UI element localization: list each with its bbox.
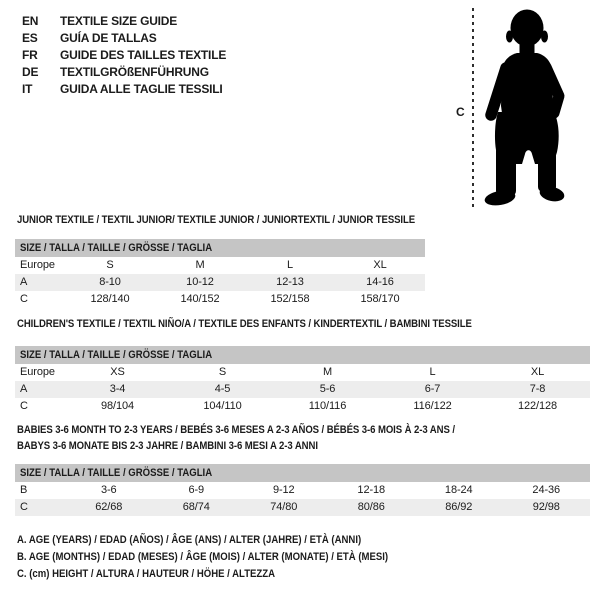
row-label: C (20, 501, 28, 513)
table-cell: 152/158 (270, 293, 310, 305)
table-row-height (15, 398, 590, 415)
language-row-es (22, 30, 226, 47)
babies-section-title-line2: BABYS 3-6 MONATE BIS 2-3 JAHRE / BAMBINI 3-6 MESI A 2-3 ANNI (17, 440, 318, 452)
table-cell: 140/152 (180, 293, 220, 305)
table-row-months (15, 482, 590, 499)
toddler-silhouette-icon (480, 8, 572, 208)
table-row-height (15, 291, 425, 308)
language-code: EN (22, 14, 39, 28)
language-list (22, 13, 226, 98)
table-cell: 122/128 (517, 400, 558, 412)
table-cell: 9-12 (272, 484, 295, 496)
language-title: GUÍA DE TALLAS (60, 31, 157, 45)
table-cell: 80/86 (357, 501, 385, 513)
language-code: FR (22, 48, 38, 62)
row-label: Europe (20, 366, 55, 378)
babies-section-title-line1: BABIES 3-6 MONTH TO 2-3 YEARS / BEBÉS 3-6 MESES A 2-3 AÑOS / BÉBÉS 3-6 MOIS À 2-3 ANS / (17, 424, 455, 436)
table-cell: 6-9 (188, 484, 205, 496)
table-row-europe (15, 257, 425, 274)
row-label: B (20, 484, 28, 496)
table-cell: 14-16 (366, 276, 394, 288)
junior-section-title: JUNIOR TEXTILE / TEXTIL JUNIOR/ TEXTILE JUNIOR / JUNIORTEXTIL / JUNIOR TESSILE (17, 214, 416, 226)
table-cell: 62/68 (95, 501, 123, 513)
table-cell: 5-6 (319, 383, 336, 395)
table-cell: 12-13 (276, 276, 304, 288)
table-cell: S (106, 259, 114, 271)
table-cell: 4-5 (214, 383, 231, 395)
row-label: Europe (20, 259, 55, 271)
table-cell: 10-12 (186, 276, 214, 288)
junior-size-table (15, 239, 425, 308)
table-cell: 3-4 (109, 383, 126, 395)
table-row-height (15, 499, 590, 516)
size-header-bar: SIZE / TALLA / TAILLE / GRÖSSE / TAGLIA (15, 346, 590, 364)
table-cell: 68/74 (182, 501, 210, 513)
table-row-age (15, 274, 425, 291)
table-cell: M (195, 259, 205, 271)
table-cell: L (286, 259, 294, 271)
row-label: C (20, 400, 28, 412)
children-section-title: CHILDREN'S TEXTILE / TEXTIL NIÑO/A / TEXTILE DES ENFANTS / KINDERTEXTIL / BAMBINI TESSILE (17, 318, 472, 330)
height-dotted-line (472, 8, 474, 209)
table-row-europe (15, 364, 590, 381)
table-cell: M (322, 366, 333, 378)
language-row-de (22, 64, 226, 81)
table-cell: XS (110, 366, 125, 378)
row-label: A (20, 383, 28, 395)
table-cell: L (429, 366, 436, 378)
table-cell: 92/98 (532, 501, 560, 513)
table-cell: 3-6 (100, 484, 117, 496)
language-code: ES (22, 31, 38, 45)
table-cell: 98/104 (100, 400, 135, 412)
table-cell: XL (530, 366, 545, 378)
table-cell: 74/80 (270, 501, 298, 513)
table-cell: 18-24 (444, 484, 473, 496)
size-header-bar: SIZE / TALLA / TAILLE / GRÖSSE / TAGLIA (15, 464, 590, 482)
language-row-en (22, 13, 226, 30)
table-cell: 128/140 (90, 293, 130, 305)
row-label: A (20, 276, 28, 288)
size-header-bar: SIZE / TALLA / TAILLE / GRÖSSE / TAGLIA (15, 239, 425, 257)
table-cell: 8-10 (99, 276, 121, 288)
table-cell: 7-8 (529, 383, 546, 395)
table-row-age (15, 381, 590, 398)
language-title: TEXTILE SIZE GUIDE (60, 14, 178, 28)
language-title: TEXTILGRÖßENFÜHRUNG (60, 65, 209, 79)
legend-line-b: B. AGE (MONTHS) / EDAD (MESES) / ÂGE (MOIS) / ALTER (MONATE) / ETÀ (MESI) (17, 551, 389, 563)
table-cell: 116/122 (413, 400, 452, 412)
table-cell: 24-36 (532, 484, 561, 496)
language-code: DE (22, 65, 39, 79)
table-cell: XL (373, 259, 387, 271)
babies-size-table (15, 464, 590, 516)
table-cell: 6-7 (424, 383, 441, 395)
legend-line-c: C. (cm) HEIGHT / ALTURA / HAUTEUR / HÖHE / ALTEZZA (17, 568, 276, 580)
table-cell: 158/170 (360, 293, 400, 305)
table-cell: 12-18 (357, 484, 386, 496)
language-title: GUIDA ALLE TAGLIE TESSILI (60, 82, 223, 96)
legend-line-a: A. AGE (YEARS) / EDAD (AÑOS) / ÂGE (ANS) / ALTER (JAHRE) / ETÀ (ANNI) (17, 534, 362, 546)
language-title: GUIDE DES TAILLES TEXTILE (60, 48, 227, 62)
table-cell: 104/110 (203, 400, 242, 412)
language-code: IT (22, 82, 33, 96)
language-row-fr (22, 47, 226, 64)
table-cell: 86/92 (445, 501, 473, 513)
children-size-table (15, 346, 590, 415)
table-cell: 110/116 (308, 400, 347, 412)
language-row-it (22, 81, 226, 98)
row-label: C (20, 293, 28, 305)
table-cell: S (218, 366, 227, 378)
height-c-label: C (456, 105, 465, 119)
